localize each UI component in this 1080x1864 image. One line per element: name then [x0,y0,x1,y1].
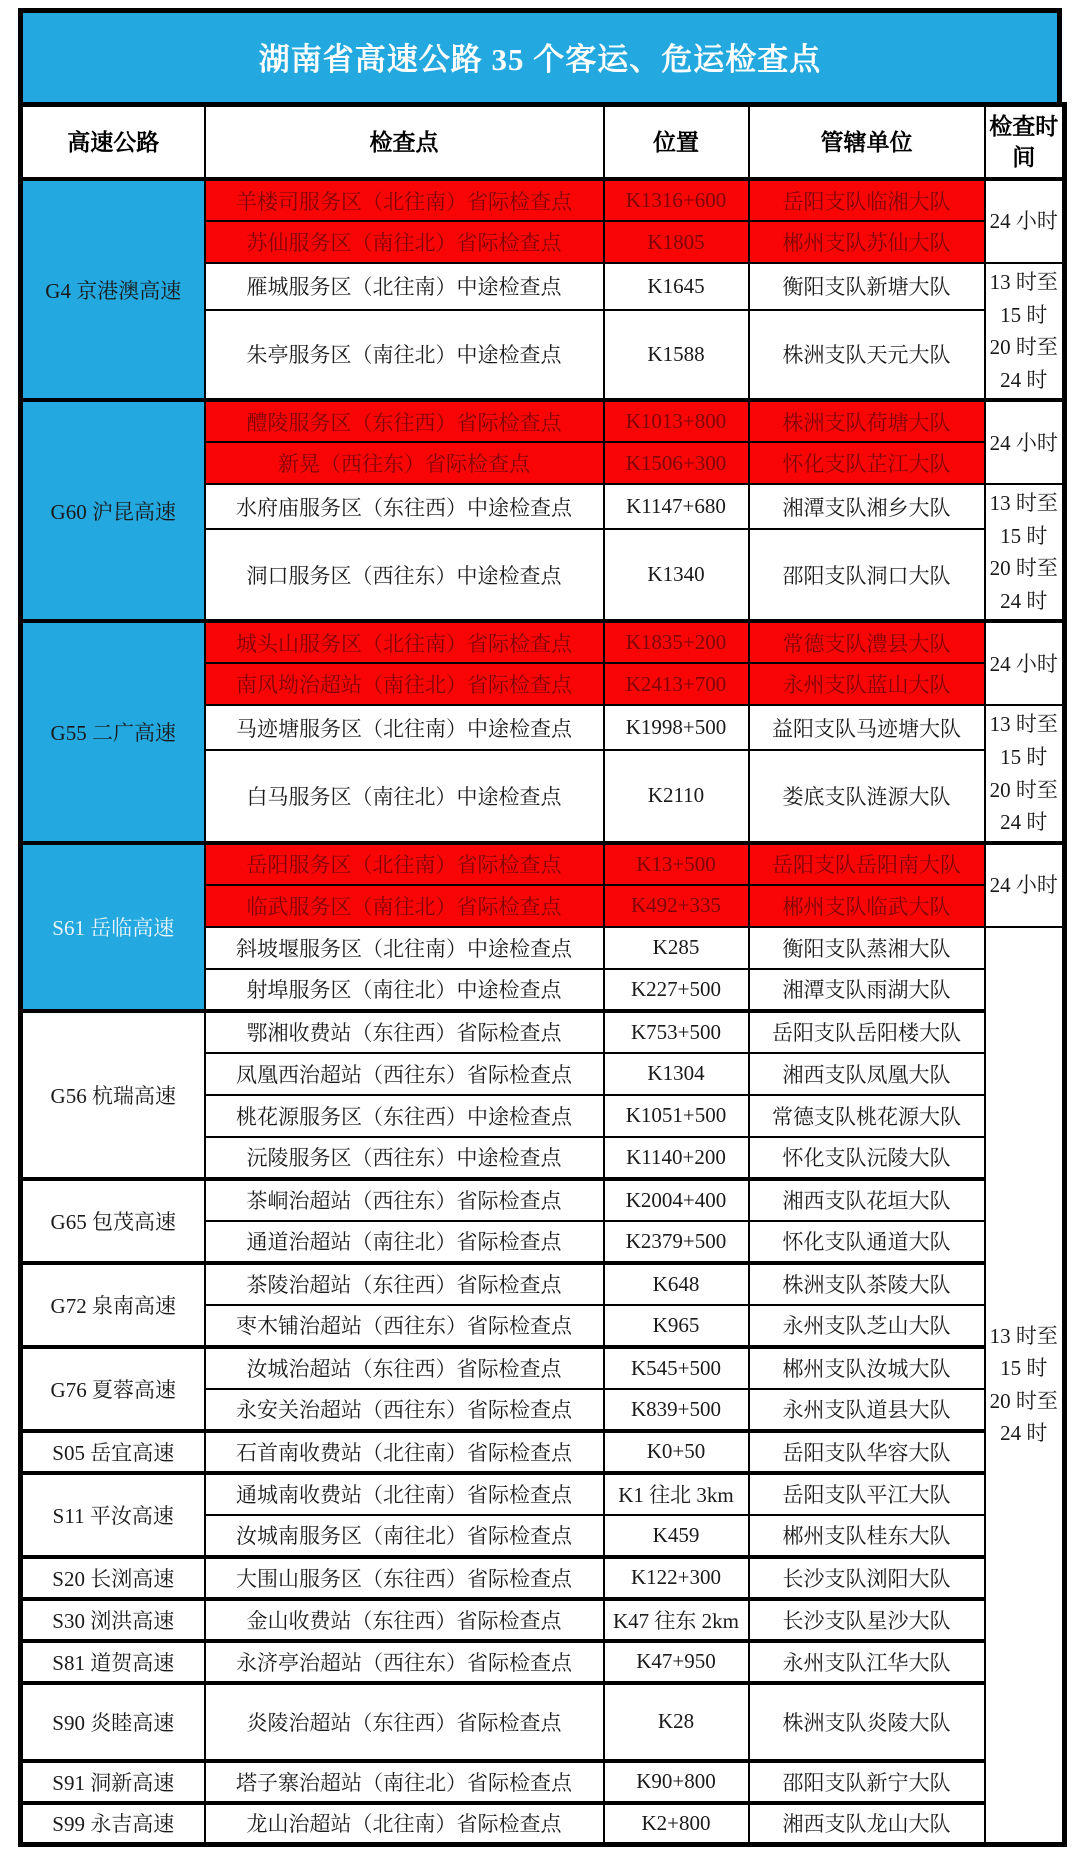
time-line: 24 时 [1000,810,1048,835]
unit-cell: 郴州支队苏仙大队 [749,221,985,263]
checkpoint-cell: 水府庙服务区（东往西）中途检查点 [205,484,604,529]
checkpoint-cell: 南风坳治超站（南往北）省际检查点 [205,663,604,705]
checkpoint-cell: 石首南收费站（北往南）省际检查点 [205,1431,604,1473]
table-row [21,400,1065,442]
checkpoint-cell: 塔子寨治超站（南往北）省际检查点 [205,1761,604,1803]
location-cell: K965 [604,1305,749,1347]
checkpoint-cell: 龙山治超站（北往南）省际检查点 [205,1803,604,1845]
highway-cell: S81 道贺高速 [21,1641,205,1683]
location-cell: K122+300 [604,1557,749,1599]
time-cell [985,179,1065,263]
location-cell: K285 [604,927,749,969]
time-line: 24 时 [1000,1421,1048,1446]
unit-cell: 湘西支队花垣大队 [749,1179,985,1221]
time-cell [985,927,1065,1845]
unit-cell: 株洲支队天元大队 [749,310,985,401]
location-cell: K0+50 [604,1431,749,1473]
column-header: 检查点 [205,105,604,180]
unit-cell: 湘西支队龙山大队 [749,1803,985,1845]
time-line: 24 时 [1000,588,1048,613]
checkpoint-cell: 大围山服务区（东往西）省际检查点 [205,1557,604,1599]
checkpoint-cell: 枣木铺治超站（西往东）省际检查点 [205,1305,604,1347]
checkpoint-cell: 桃花源服务区（东往西）中途检查点 [205,1095,604,1137]
highway-cell: S99 永吉高速 [21,1803,205,1845]
checkpoint-cell: 新晃（西往东）省际检查点 [205,442,604,484]
unit-cell: 岳阳支队华容大队 [749,1431,985,1473]
time-line: 13 时至 [989,712,1058,737]
time-cell [985,400,1065,484]
unit-cell: 益阳支队马迹塘大队 [749,705,985,749]
checkpoint-cell: 永济亭治超站（西往东）省际检查点 [205,1641,604,1683]
unit-cell: 娄底支队涟源大队 [749,750,985,843]
time-line: 15 时 [1000,1356,1048,1381]
column-header: 管辖单位 [749,105,985,180]
table-row [21,843,1065,885]
time-line: 15 时 [1000,302,1048,327]
highway-cell: S20 长浏高速 [21,1557,205,1599]
location-cell: K2413+700 [604,663,749,705]
unit-cell: 永州支队江华大队 [749,1641,985,1683]
highway-cell: S11 平汝高速 [21,1473,205,1557]
location-cell: K1051+500 [604,1095,749,1137]
time-cell [985,843,1065,927]
checkpoint-cell: 斜坡堰服务区（北往南）中途检查点 [205,927,604,969]
location-cell: K839+500 [604,1389,749,1431]
checkpoint-cell: 茶陵治超站（东往西）省际检查点 [205,1263,604,1305]
checkpoint-cell: 炎陵治超站（东往西）省际检查点 [205,1683,604,1761]
unit-cell: 怀化支队通道大队 [749,1221,985,1263]
unit-cell: 衡阳支队新塘大队 [749,263,985,309]
location-cell: K753+500 [604,1011,749,1053]
table-row [21,179,1065,221]
location-cell: K1340 [604,529,749,622]
unit-cell: 常德支队澧县大队 [749,621,985,663]
page-title: 湖南省高速公路 35 个客运、危运检查点 [18,8,1062,102]
highway-cell: S90 炎睦高速 [21,1683,205,1761]
checkpoint-cell: 汝城治超站（东往西）省际检查点 [205,1347,604,1389]
checkpoint-cell: 金山收费站（东往西）省际检查点 [205,1599,604,1641]
location-cell: K648 [604,1263,749,1305]
unit-cell: 郴州支队临武大队 [749,885,985,927]
time-cell [985,705,1065,842]
checkpoint-cell: 岳阳服务区（北往南）省际检查点 [205,843,604,885]
location-cell: K545+500 [604,1347,749,1389]
unit-cell: 岳阳支队临湘大队 [749,179,985,221]
checkpoint-cell: 马迹塘服务区（北往南）中途检查点 [205,705,604,749]
unit-cell: 邵阳支队洞口大队 [749,529,985,622]
unit-cell: 岳阳支队平江大队 [749,1473,985,1515]
time-line: 20 时至 [989,556,1058,581]
checkpoint-cell: 羊楼司服务区（北往南）省际检查点 [205,179,604,221]
location-cell: K227+500 [604,969,749,1011]
location-cell: K1304 [604,1053,749,1095]
table-row [21,1473,1065,1515]
table-row [21,1347,1065,1389]
checkpoint-cell: 雁城服务区（北往南）中途检查点 [205,263,604,309]
highway-cell: G72 泉南高速 [21,1263,205,1347]
table-row [21,1263,1065,1305]
highway-cell: G60 沪昆高速 [21,400,205,621]
checkpoint-cell: 醴陵服务区（东往西）省际检查点 [205,400,604,442]
unit-cell: 岳阳支队岳阳南大队 [749,843,985,885]
checkpoint-cell: 朱亭服务区（南往北）中途检查点 [205,310,604,401]
location-cell: K492+335 [604,885,749,927]
location-cell: K459 [604,1515,749,1557]
checkpoint-cell: 白马服务区（南往北）中途检查点 [205,750,604,843]
table-header-row [21,105,1065,180]
location-cell: K1805 [604,221,749,263]
location-cell: K1645 [604,263,749,309]
table-row [21,1179,1065,1221]
time-cell [985,621,1065,705]
unit-cell: 怀化支队芷江大队 [749,442,985,484]
table-row [21,1431,1065,1473]
checkpoint-cell: 苏仙服务区（南往北）省际检查点 [205,221,604,263]
unit-cell: 株洲支队茶陵大队 [749,1263,985,1305]
unit-cell: 怀化支队沅陵大队 [749,1137,985,1179]
table-row [21,1641,1065,1683]
time-line: 13 时至 [989,270,1058,295]
checkpoint-cell: 茶峒治超站（西往东）省际检查点 [205,1179,604,1221]
unit-cell: 郴州支队汝城大队 [749,1347,985,1389]
column-header: 高速公路 [21,105,205,180]
table-row [21,621,1065,663]
column-header: 检查时间 [985,105,1065,180]
highway-cell: S30 浏洪高速 [21,1599,205,1641]
highway-cell: G76 夏蓉高速 [21,1347,205,1431]
highway-cell: G56 杭瑞高速 [21,1011,205,1179]
location-cell: K2110 [604,750,749,843]
unit-cell: 常德支队桃花源大队 [749,1095,985,1137]
location-cell: K1588 [604,310,749,401]
time-line: 24 时 [1000,367,1048,392]
checkpoint-cell: 通城南收费站（北往南）省际检查点 [205,1473,604,1515]
unit-cell: 郴州支队桂东大队 [749,1515,985,1557]
time-line: 13 时至 [989,491,1058,516]
time-line: 15 时 [1000,745,1048,770]
highway-cell: S61 岳临高速 [21,843,205,1011]
unit-cell: 永州支队芝山大队 [749,1305,985,1347]
highway-cell: G4 京港澳高速 [21,179,205,400]
table-row [21,1803,1065,1845]
highway-cell: G65 包茂高速 [21,1179,205,1263]
unit-cell: 永州支队蓝山大队 [749,663,985,705]
highway-cell: S05 岳宜高速 [21,1431,205,1473]
checkpoint-cell: 沅陵服务区（西往东）中途检查点 [205,1137,604,1179]
table-row [21,1683,1065,1761]
location-cell: K1316+600 [604,179,749,221]
unit-cell: 长沙支队浏阳大队 [749,1557,985,1599]
location-cell: K1998+500 [604,705,749,749]
highway-cell: G55 二广高速 [21,621,205,842]
unit-cell: 长沙支队星沙大队 [749,1599,985,1641]
time-line: 20 时至 [989,1388,1058,1413]
location-cell: K1506+300 [604,442,749,484]
checkpoint-cell: 临武服务区（南往北）省际检查点 [205,885,604,927]
location-cell: K47+950 [604,1641,749,1683]
location-cell: K47 往东 2km [604,1599,749,1641]
time-line: 15 时 [1000,523,1048,548]
time-line: 20 时至 [989,777,1058,802]
checkpoint-cell: 洞口服务区（西往东）中途检查点 [205,529,604,622]
location-cell: K13+500 [604,843,749,885]
unit-cell: 永州支队道县大队 [749,1389,985,1431]
time-line: 24 小时 [989,651,1058,676]
table-row [21,1761,1065,1803]
checkpoint-cell: 鄂湘收费站（东往西）省际检查点 [205,1011,604,1053]
table-row [21,1557,1065,1599]
time-line: 24 小时 [989,430,1058,455]
unit-cell: 湘西支队凤凰大队 [749,1053,985,1095]
location-cell: K1835+200 [604,621,749,663]
unit-cell: 株洲支队荷塘大队 [749,400,985,442]
time-cell [985,484,1065,621]
location-cell: K1013+800 [604,400,749,442]
checkpoint-cell: 射埠服务区（南往北）中途检查点 [205,969,604,1011]
time-line: 24 小时 [989,209,1058,234]
location-cell: K28 [604,1683,749,1761]
unit-cell: 湘潭支队雨湖大队 [749,969,985,1011]
unit-cell: 邵阳支队新宁大队 [749,1761,985,1803]
time-line: 13 时至 [989,1323,1058,1348]
highway-cell: S91 洞新高速 [21,1761,205,1803]
unit-cell: 衡阳支队蒸湘大队 [749,927,985,969]
location-cell: K1147+680 [604,484,749,529]
location-cell: K2379+500 [604,1221,749,1263]
location-cell: K2+800 [604,1803,749,1845]
time-line: 20 时至 [989,335,1058,360]
column-header: 位置 [604,105,749,180]
location-cell: K2004+400 [604,1179,749,1221]
checkpoint-cell: 通道治超站（南往北）省际检查点 [205,1221,604,1263]
table-row [21,1599,1065,1641]
unit-cell: 株洲支队炎陵大队 [749,1683,985,1761]
location-cell: K1 往北 3km [604,1473,749,1515]
time-cell [985,263,1065,400]
checkpoint-cell: 永安关治超站（西往东）省际检查点 [205,1389,604,1431]
unit-cell: 岳阳支队岳阳楼大队 [749,1011,985,1053]
checkpoint-cell: 凤凰西治超站（西往东）省际检查点 [205,1053,604,1095]
time-line: 24 小时 [989,872,1058,897]
unit-cell: 湘潭支队湘乡大队 [749,484,985,529]
location-cell: K1140+200 [604,1137,749,1179]
location-cell: K90+800 [604,1761,749,1803]
table-row [21,1011,1065,1053]
checkpoint-table-page [18,8,1062,1847]
checkpoint-table [18,102,1067,1847]
checkpoint-cell: 汝城南服务区（南往北）省际检查点 [205,1515,604,1557]
checkpoint-cell: 城头山服务区（北往南）省际检查点 [205,621,604,663]
